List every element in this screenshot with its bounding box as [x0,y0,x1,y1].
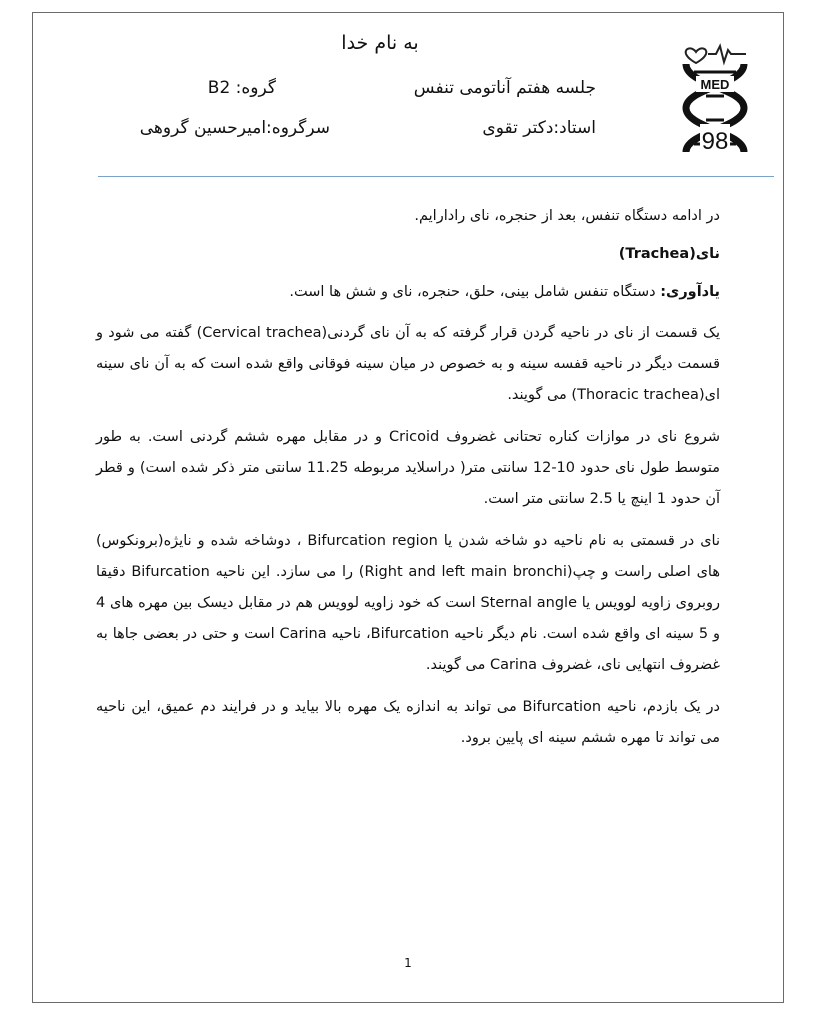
header-divider [98,176,774,177]
document-body [96,204,720,765]
paragraph-cervical-thoracic: یک قسمت از نای در ناحیه گردن قرار گرفته که به آن نای گردنی(Cervical trachea) گفته می شود و قسمت دیگر در ناحیه قفسه سینه و به خصوص در میان سینه فوقانی واقع شده است که به آن نای سینه ای(Thoracic trachea) می گویند. [96,325,720,403]
group-label: گروه: B2 [207,78,276,98]
med98-logo [676,40,756,166]
paragraph-bifurcation: نای در قسمتی به نام ناحیه دو شاخه شدن یا Bifurcation region ، دوشاخه شده و نایژه(برونکوس) های اصلی راست و چپ(Right and left main bronchi) را می سازد. این ناحیه Bifurcation دقیقا روبروی زاویه لوویس یا Sternal angle است که خود زاویه لوویس هم در مقابل دیسک بین مهره های 4 و 5 سینه ای واقع شده است. نام دیگر ناحیه Bifurcation، ناحیه Carina است و حتی در بعضی جاها به غضروف انتهایی نای، غضروف Carina می گویند. [96,533,721,673]
session-title: جلسه هفتم آناتومی تنفس [413,78,596,98]
page-number: 1 [404,956,412,970]
bismillah-heading: به نام خدا [341,32,419,54]
paragraph-expiration: در یک بازدم، ناحیه Bifurcation می تواند به اندازه یک مهره بالا بیاید و در فرایند دم عمیق، این ناحیه می تواند تا مهره ششم سینه ای پایین برود. [96,699,721,746]
intro-paragraph: در ادامه دستگاه تنفس، بعد از حنجره، نای رادارایم. [414,208,720,224]
reminder-paragraph [96,280,720,304]
logo-text-bottom: 98 [701,128,729,155]
reminder-label: یادآوری: [660,284,720,300]
reminder-text: دستگاه تنفس شامل بینی، حلق، حنجره، نای و شش ها است. [289,284,661,300]
teacher-label: استاد:دکتر تقوی [482,118,596,138]
logo-text-top: MED [700,77,730,92]
paragraph-trachea-start: شروع نای در موازات کناره تحتانی غضروف Cricoid و در مقابل مهره ششم گردنی است. به طور متوسط طول نای حدود 10-12 سانتی متر( دراسلاید مربوطه 11.25 سانتی متر ذکر شده است) و قطر آن حدود 1 اینچ یا 2.5 سانتی متر است. [96,429,720,507]
group-leader-label: سرگروه:امیرحسین گروهی [139,118,330,138]
section-heading-trachea: نای(Trachea) [618,246,720,262]
